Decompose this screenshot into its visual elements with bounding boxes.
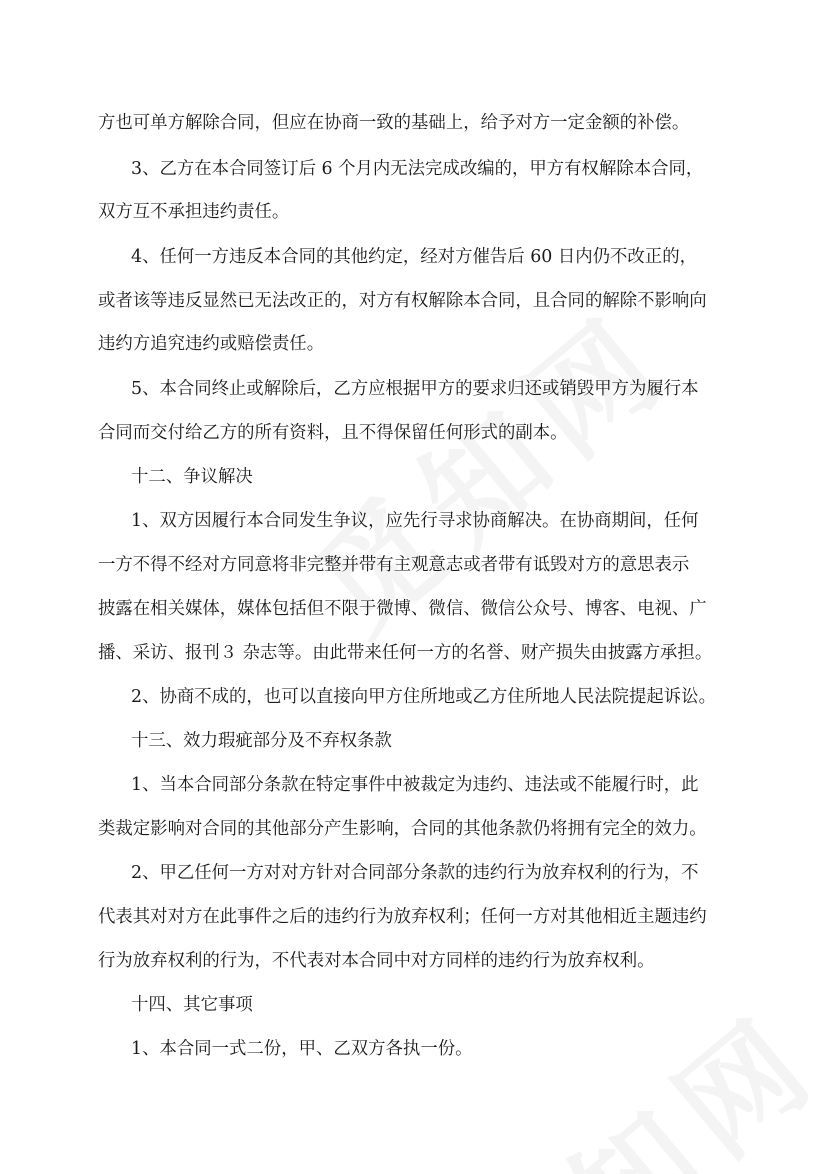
paragraph-line: 2、协商不成的，也可以直接向甲方住所地或乙方住所地人民法院提起诉讼。	[131, 687, 716, 707]
paragraph-line: 合同而交付给乙方的所有资料，且不得保留任何形式的副本。	[98, 423, 568, 443]
paragraph-line: 违约方追究违约或赔偿责任。	[98, 334, 325, 354]
paragraph-line: 一方不得不经对方同意将非完整并带有主观意志或者带有诋毁对方的意思表示	[98, 555, 690, 575]
paragraph-line: 行为放弃权利的行为，不代表对本合同中对方同样的违约行为放弃权利。	[98, 951, 655, 971]
paragraph-line: 5、本合同终止或解除后，乙方应根据甲方的要求归还或销毁甲方为履行本	[131, 379, 699, 399]
paragraph-line: 双方互不承担违约责任。	[98, 202, 290, 222]
section-heading: 十二、争议解决	[131, 467, 253, 487]
paragraph-line: 播、采访、报刊３ 杂志等。由此带来任何一方的名誉、财产损失由披露方承担。	[98, 643, 713, 663]
watermark	[423, 967, 830, 1174]
section-heading: 十四、其它事项	[131, 995, 253, 1015]
paragraph-line: 2、甲乙任何一方对对方针对合同部分条款的违约行为放弃权利的行为，不	[131, 863, 699, 883]
paragraph-line: 3、乙方在本合同签订后 6 个月内无法完成改编的，甲方有权解除本合同，	[131, 159, 704, 179]
paragraph-line: 或者该等违反显然已无法改正的，对方有权解除本合同，且合同的解除不影响向	[98, 291, 707, 311]
paragraph-line: 4、任何一方违反本合同的其他约定，经对方催告后 60 日内仍不改正的，	[131, 247, 697, 267]
paragraph-line: 1、双方因履行本合同发生争议，应先行寻求协商解决。在协商期间，任何	[131, 511, 699, 531]
paragraph-line: 方也可单方解除合同，但应在协商一致的基础上，给予对方一定金额的补偿。	[98, 113, 690, 133]
section-heading: 十三、效力瑕疵部分及不弃权条款	[131, 731, 392, 751]
paragraph-line: 披露在相关媒体，媒体包括但不限于微博、微信、微信公众号、博客、电视、广	[98, 599, 707, 619]
paragraph-line: 代表其对对方在此事件之后的违约行为放弃权利；任何一方对其他相近主题违约	[98, 907, 707, 927]
paragraph-line: 1、本合同一式二份，甲、乙双方各执一份。	[131, 1039, 473, 1059]
paragraph-line: 类裁定影响对合同的其他部分产生影响，合同的其他条款仍将拥有完全的效力。	[98, 819, 707, 839]
paragraph-line: 1、当本合同部分条款在特定事件中被裁定为违约、违法或不能履行时，此	[131, 775, 699, 795]
